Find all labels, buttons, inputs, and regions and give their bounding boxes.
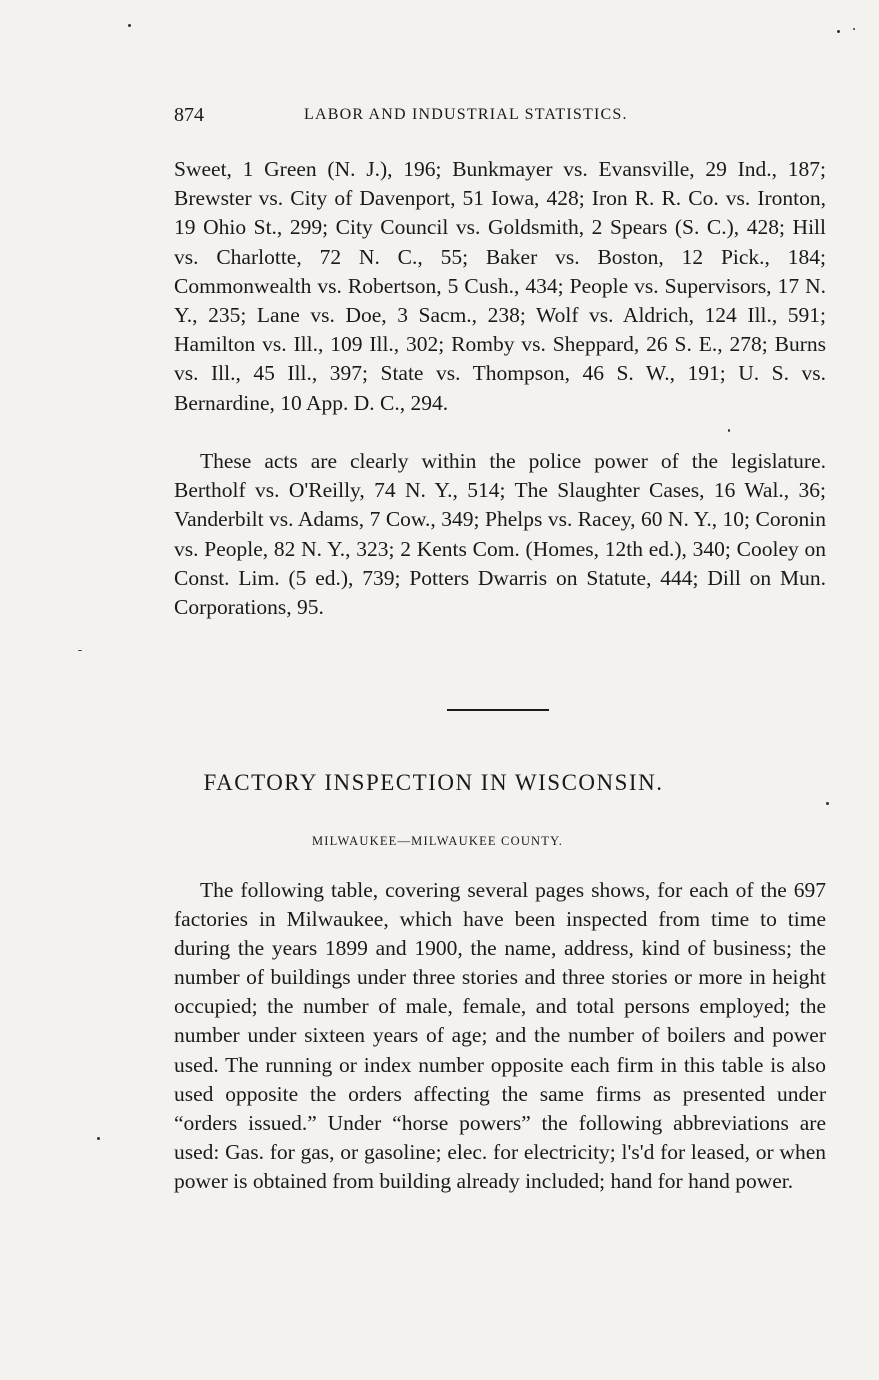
print-speck <box>728 429 730 432</box>
citations-paragraph: Sweet, 1 Green (N. J.), 196; Bunkmayer vs. Evansville, 29 Ind., 187; Brewster vs. City of Davenport, 51 Iowa, 428; Iron R. R. Co. vs. Ironton, 19 Ohio St., 299; City Council vs. Goldsmith, 2 Spears (S. C.), 428; Hill vs. Charlotte, 72 N. C., 55; Baker vs. Boston, 12 Pick., 184; Commonwealth vs. Robertson, 5 Cush., 434; People vs. Supervisors, 17 N. Y., 235; Lane vs. Doe, 3 Sacm., 238; Wolf vs. Aldrich, 124 Ill., 591; Hamilton vs. Ill., 109 Ill., 302; Romby vs. Sheppard, 26 S. E., 278; Burns vs. Ill., 45 Ill., 397; State vs. Thompson, 46 S. W., 191; U. S. vs. Bernardine, 10 App. D. C., 294. <box>174 157 826 415</box>
print-speck <box>826 802 829 805</box>
intro-paragraph: The following table, covering several pages shows, for each of the 697 factories in Milwaukee, which have been inspected from time to time during the years 1899 and 1900, the name, address, kind of business; the number of buildings under three stories and three stories or more in height occupied; the number of male, female, and total persons employed; the number under sixteen years of age; and the number of boilers and power used. The running or index number opposite each firm in this table is also used opposite the orders affecting the same firms as presented under “orders issued.” Under “horse powers” the following abbreviations are used: Gas. for gas, or gasoline; elec. for electricity; l's'd for leased, or when power is obtained from building already included; hand for hand power. <box>174 878 826 1193</box>
running-head <box>174 100 826 130</box>
print-speck <box>97 1137 100 1140</box>
section-subheading: MILWAUKEE—MILWAUKEE COUNTY. <box>311 834 564 848</box>
print-speck <box>128 24 131 27</box>
police-power-paragraph: These acts are clearly within the police power of the legislature. Bertholf vs. O'Reilly, 74 N. Y., 514; The Slaughter Cases, 16 Wal., 36; Vanderbilt vs. Adams, 7 Cow., 349; Phelps vs. Racey, 60 N. Y., 10; Coronin vs. People, 82 N. Y., 323; 2 Kents Com. (Homes, 12th ed.), 340; Cooley on Const. Lim. (5 ed.), 739; Potters Dwarris on Statute, 444; Dill on Mun. Corporations, 95. <box>174 449 826 620</box>
print-speck <box>837 30 840 33</box>
print-speck <box>78 650 82 651</box>
section-divider <box>447 709 549 711</box>
print-speck <box>853 28 855 30</box>
page-number: 874 <box>174 104 204 126</box>
running-title: LABOR AND INDUSTRIAL STATISTICS. <box>304 106 628 123</box>
section-title: FACTORY INSPECTION IN WISCONSIN. <box>203 770 664 795</box>
